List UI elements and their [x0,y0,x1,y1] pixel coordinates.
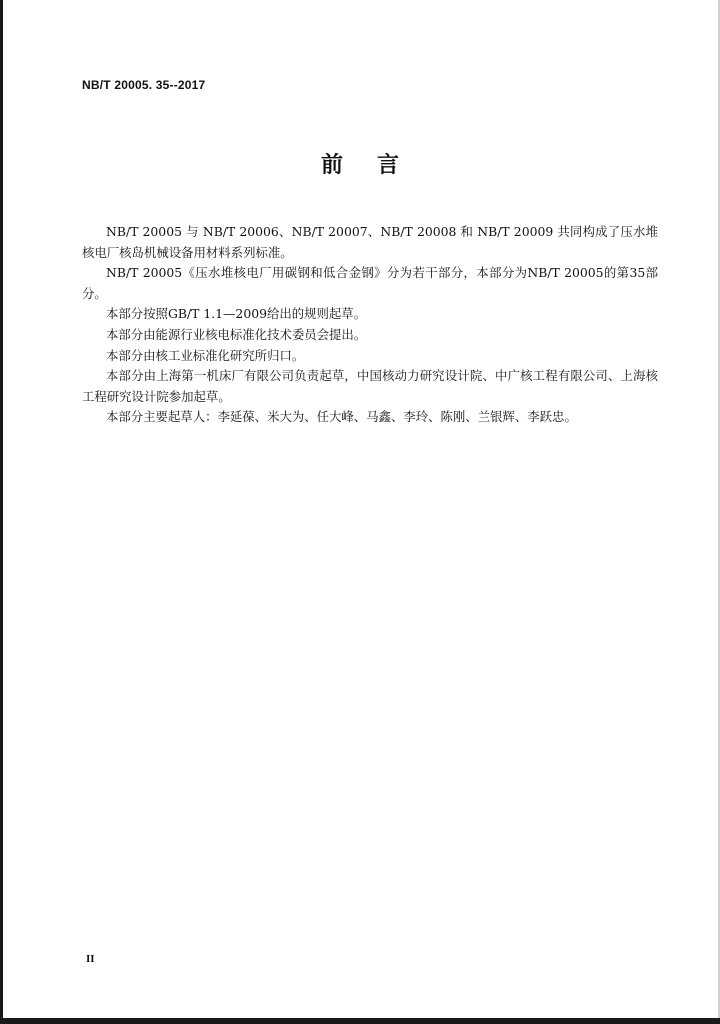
standard-code-header: NB/T 20005. 35--2017 [82,78,206,92]
foreword-body [82,222,658,428]
paragraph-under-jurisdiction: 本部分由核工业标准化研究所归口。 [106,347,305,363]
scan-bottom-edge [0,1018,720,1024]
paragraph-drafting-organizations: 本部分由上海第一机床厂有限公司负责起草，中国核动力研究设计院、中广核工程有限公司、上海核工程研究设计院参加起草。 [82,368,658,404]
paragraph-drafting-rules: 本部分按照GB/T 1.1—2009给出的规则起草。 [106,306,367,322]
paragraph-series-composition: NB/T 20005 与 NB/T 20006、NB/T 20007、NB/T 20008 和 NB/T 20009 共同构成了压水堆核电厂核岛机械设备用材料系列标准。 [82,224,658,260]
paragraph-drafters: 本部分主要起草人：李延葆、米大为、任大峰、马鑫、李玲、陈刚、兰银辉、李跃忠。 [106,409,577,425]
paragraph-part-info: NB/T 20005《压水堆核电厂用碳钢和低合金钢》分为若干部分，本部分为NB/T 20005的第35部分。 [82,265,658,301]
page-number: II [86,953,95,965]
page-title: 前言 [320,153,433,178]
paragraph-proposed-by: 本部分由能源行业核电标准化技术委员会提出。 [106,326,367,342]
